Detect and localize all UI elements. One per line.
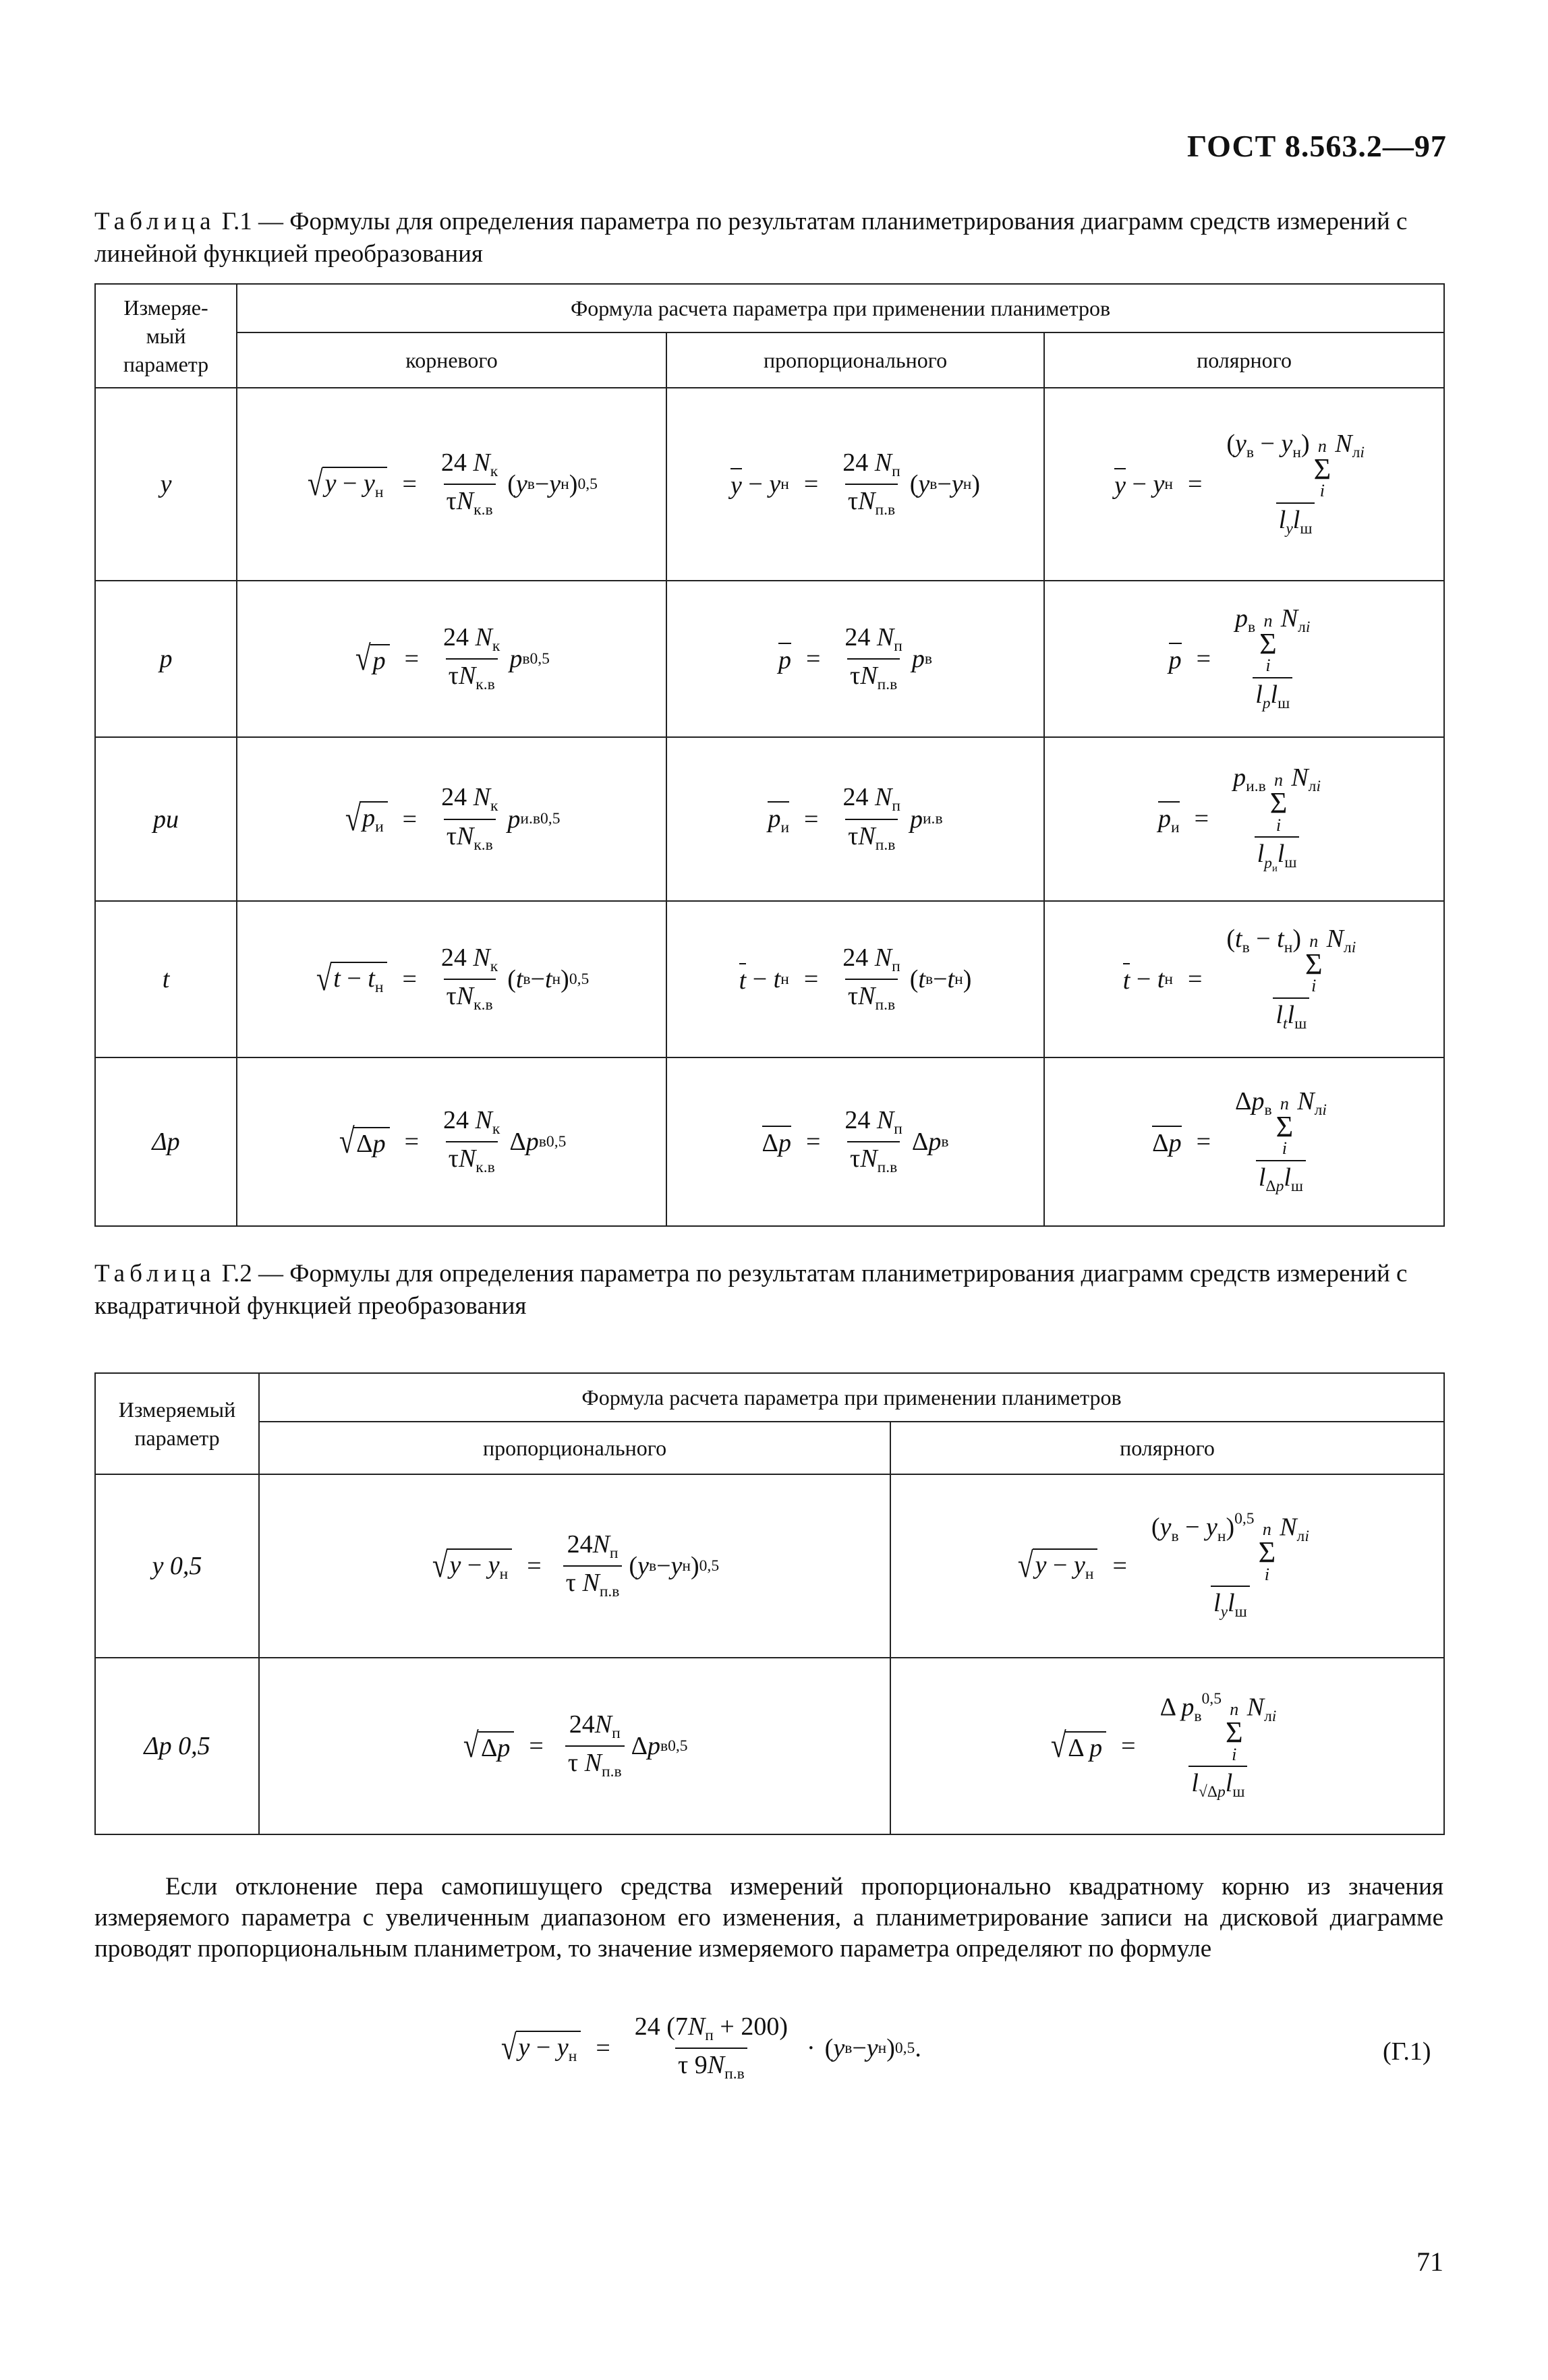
param-y: y — [95, 388, 237, 581]
table1-header-prop: пропорционального — [666, 332, 1044, 388]
table-row — [95, 1057, 1444, 1226]
table1-header-polar: полярного — [1044, 332, 1444, 388]
formula-prop-p-i: $p_и$ = $\frac{24 N_п}{\tau N_{п.в}}$ p и.в — [666, 737, 1044, 901]
formula-prop-t: t − t н = $\frac{24 N_п}{\tau N_{п.в}}$ ( t в − t н ) — [666, 901, 1044, 1057]
formula-prop-delta-p: Δp = $\frac{24 N_п}{\tau N_{п.в}}$ Δ p в — [666, 1057, 1044, 1226]
table2-header-prop: пропорционального — [259, 1422, 890, 1474]
table2-caption — [94, 1258, 1443, 1323]
formula-prop-y: y − y н = $\frac{24 N_п}{\tau N_{п.в}}$ ( y в − y н ) — [666, 388, 1044, 581]
formula-polar-t: t − t н = $(t_в - t_н)$ n Σ i $N_{лi}$ $l_tl_ш$ — [1044, 901, 1444, 1057]
formula2-polar-delta-p: √ Δ p = Δ $p_в^{0,5}$ n Σ i $N_{лi}$ $l_{√\Delta p}l_ш$ — [890, 1658, 1444, 1834]
table1-header-param: Измеряе- мый параметр — [95, 284, 237, 388]
table1-caption — [94, 206, 1443, 270]
formula-g1: √ $y - y_н$ = $\frac{24 (7N_п + 200)}{\tau 9N_{п.в}}$ · ( y в − y н ) 0,5 . — [500, 2012, 921, 2083]
formula-root-p: √ p = $\frac{24 N_к}{\tau N_{к.в}}$ p в 0,5 — [237, 581, 666, 737]
table1 — [94, 283, 1445, 1227]
formula-root-y: √ $y - y_н$ = $\frac{24 N_к}{\tau N_{к.в}}$ ( y в − y н ) 0,5 — [237, 388, 666, 581]
table1-caption-label: Таблица — [94, 208, 216, 235]
formula-number: (Г.1) — [1383, 2037, 1431, 2066]
page-number: 71 — [1416, 2246, 1443, 2277]
param-delta-p: Δp — [95, 1057, 237, 1226]
param-t: t — [95, 901, 237, 1057]
table2-header-polar: полярного — [890, 1422, 1444, 1474]
table2-caption-text: Г.2 — Формулы для определения параметра по результатам планиметрирования диаграмм средств измерений с квадратичной функцией преобразования — [94, 1260, 1408, 1320]
body-paragraph: Если отклонение пера самопишущего средства измерений пропорционально квадратному корню из значения измеряемого параметра с увеличенным диапазоном его изменения, а планиметрирование записи на дисковой диаграмме проводят пропорциональным планиметром, то значение измеряемого параметра определяют по формуле — [94, 1873, 1443, 1963]
table-row — [95, 1658, 1444, 1834]
formula-root-delta-p: √ Δp = $\frac{24 N_к}{\tau N_{к.в}}$ Δ p в 0,5 — [237, 1057, 666, 1226]
table-row — [95, 901, 1444, 1057]
param-delta-p-05: Δp 0,5 — [95, 1658, 259, 1834]
standard-designation: ГОСТ 8.563.2—97 — [1187, 129, 1447, 163]
param-y-05: y 0,5 — [95, 1474, 259, 1658]
table1-caption-text: Г.1 — Формулы для определения параметра по результатам планиметрирования диаграмм средств измерений с линейной функцией преобразования — [94, 208, 1408, 268]
formula2-prop-delta-p: √ Δp = $\frac{24N_п}{\tau N_{п.в}}$ Δ p в 0,5 — [259, 1658, 890, 1834]
table-row — [95, 581, 1444, 737]
formula-root-t: √ $t - t_н$ = $\frac{24 N_к}{\tau N_{к.в}}$ ( t в − t н ) 0,5 — [237, 901, 666, 1057]
formula-root-p-i: √ $p_и$ = $\frac{24 N_к}{\tau N_{к.в}}$ p и.в 0,5 — [237, 737, 666, 901]
formula-polar-p: p = $p_в$ n Σ i $N_{лi}$ $l_pl_ш$ — [1044, 581, 1444, 737]
table1-header-root: корневого — [237, 332, 666, 388]
formula2-polar-y: √ $y - y_н$ = $(y_в - y_н)^{0,5}$ n Σ i $N_{лi}$ $l_yl_ш$ — [890, 1474, 1444, 1658]
table-row — [95, 388, 1444, 581]
table2-caption-label: Таблица — [94, 1260, 216, 1287]
table-row — [95, 737, 1444, 901]
table2-header-group: Формула расчета параметра при применении планиметров — [259, 1373, 1444, 1422]
param-p: p — [95, 581, 237, 737]
param-p-i: pи — [95, 737, 237, 901]
table2-header-param: Измеряемый параметр — [95, 1373, 259, 1474]
formula-polar-p-i: $p_и$ = $p_{и.в}$ n Σ i $N_{лi}$ $l_{p_и}l_ш$ — [1044, 737, 1444, 901]
table1-header-group: Формула расчета параметра при применении планиметров — [237, 284, 1444, 332]
formula-polar-y: y − y н = $(y_в - y_н)$ n Σ i $N_{лi}$ $l_yl_ш$ — [1044, 388, 1444, 581]
formula-polar-delta-p: Δp = $\Delta p_в$ n Σ i $N_{лi}$ $l_{\Delta p}l_ш$ — [1044, 1057, 1444, 1226]
formula2-prop-y: √ $y - y_н$ = $\frac{24N_п}{\tau N_{п.в}}$ ( y в − y н ) 0,5 — [259, 1474, 890, 1658]
table-row — [95, 1474, 1444, 1658]
formula-prop-p: p = $\frac{24 N_п}{\tau N_{п.в}}$ p в — [666, 581, 1044, 737]
table2 — [94, 1372, 1445, 1835]
